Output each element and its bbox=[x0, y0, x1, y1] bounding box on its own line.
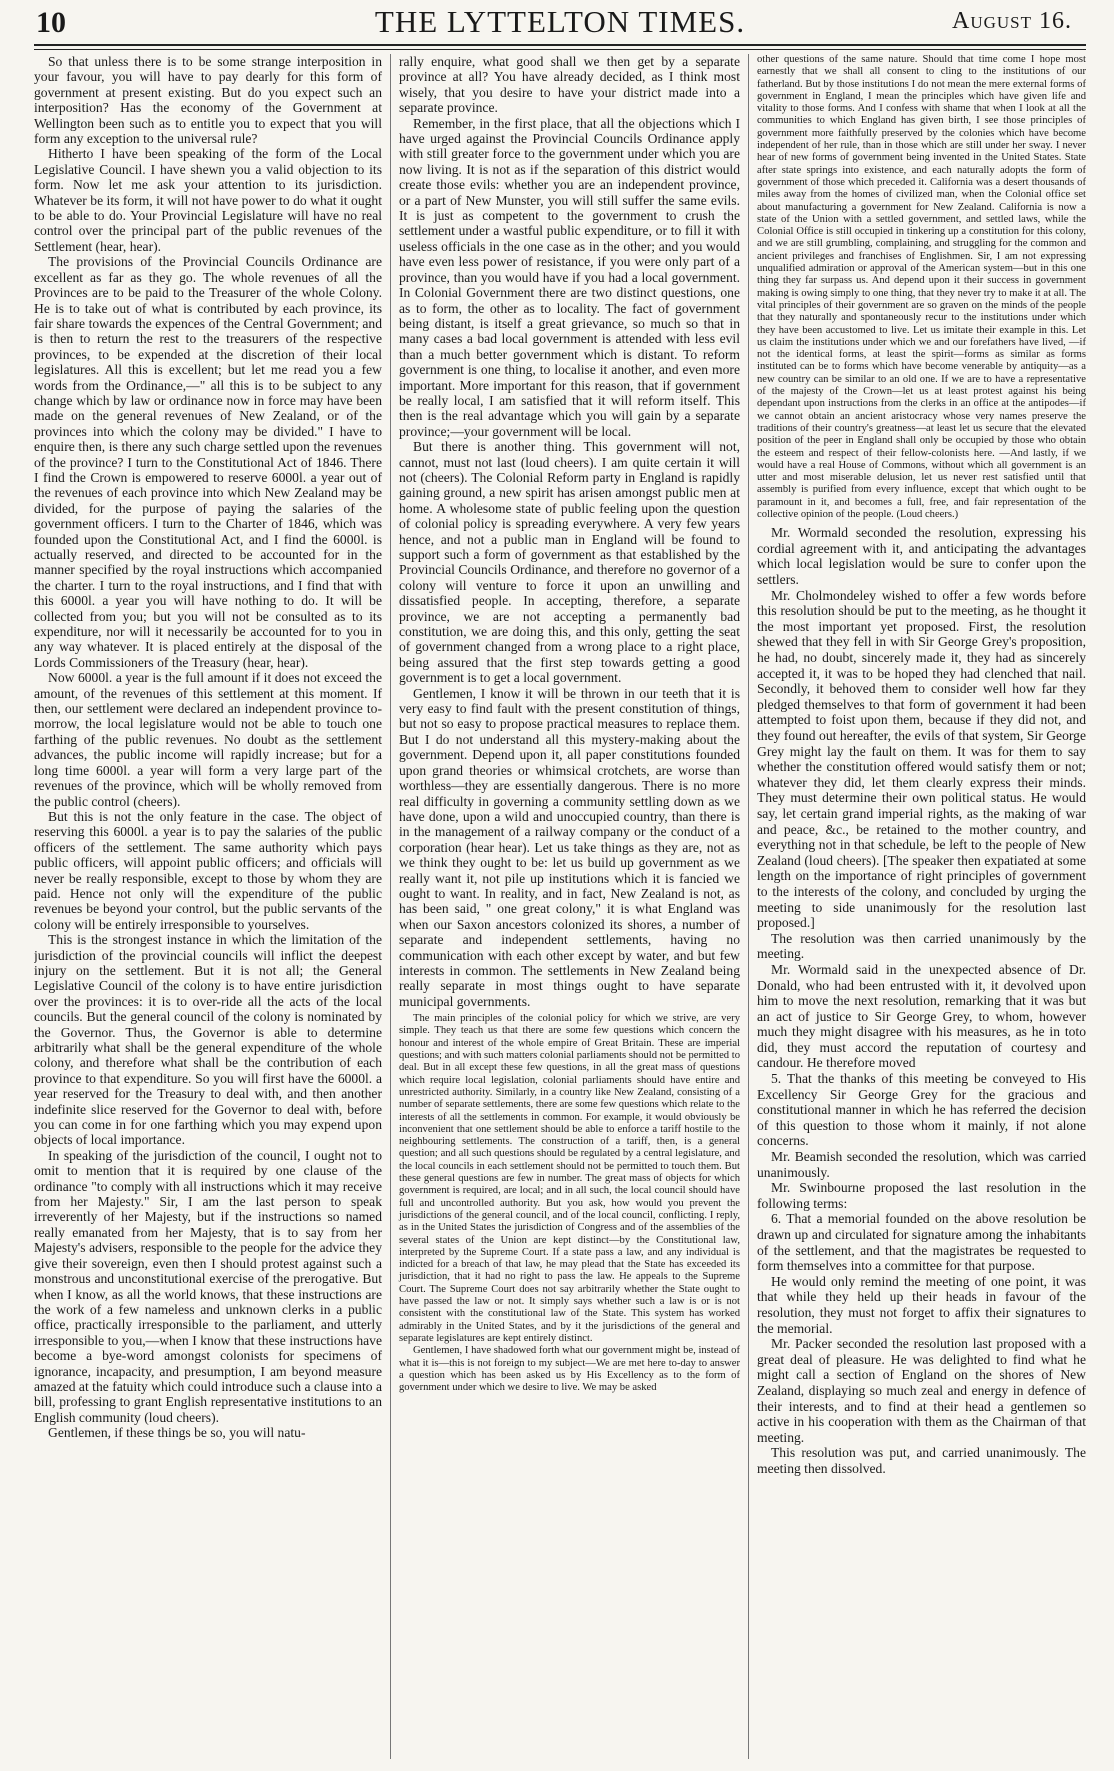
paragraph: He would only remind the meeting of one point, it was that while they held up their heads in favour of the resolution, they must not forget to affix their signatures to the memorial. bbox=[757, 1273, 1086, 1336]
paragraph: This resolution was put, and carried unanimously. The meeting then dissolved. bbox=[757, 1445, 1086, 1476]
issue-date: August 16. bbox=[951, 8, 1072, 34]
paragraph: rally enquire, what good shall we then get by a separate province at all? You have already decided, as I think most wisely, that you desire to have your district made into a separate province. bbox=[399, 54, 740, 116]
paragraph: The resolution was then carried unanimously by the meeting. bbox=[757, 930, 1086, 962]
paragraph: So that unless there is to be some strange interposition in your favour, you will have to pay dearly for this form of government at present existing. But do you expect such an interposition? Has the economy of the Government at Wellington been such as to entitle you to expect that you will form any exception to the universal rule? bbox=[34, 54, 382, 147]
article-columns bbox=[34, 54, 1086, 1759]
paragraph: Mr. Cholmondeley wished to offer a few words before this resolution should be put to the meeting, as he thought it the most important yet proposed. First, the resolution shewed that they fell in with Sir George Grey's proposition, he had, no doubt, sincerely made it, they had as sincerely accepted it, it was to be hoped they had clenched that nail. Secondly, it behoved them to consider well how far they pledged themselves to that form of government it had been attempted to foist upon them, because if they did not, and they found out hereafter, the evils of that system, Sir George Grey might lay the fault on them. It was for them to say whether the constitution offered would satisfy them or not; whatever they did, let them clearly express their minds. They must determine their own political status. He would say, let certain grand imperial rights, as the making of war and peace, &c., be retained to the mother country, and everything not in that schedule, be left to the people of New Zealand (loud cheers). [The speaker then expatiated at some length on the importance of right principles of government to the interests of the colony, and concluded by urging the meeting to side unanimously for the resolution last proposed.] bbox=[757, 587, 1086, 931]
paragraph: But this is not the only feature in the case. The object of reserving this 6000l. a year is to pay the salaries of the public officers of the settlement. The same authority which pays public officers, will appoint public officers; and officials will never be really responsible, except to those by whom they are paid. Hence not only will the expenditure of the public revenues be beyond your control, but the public servants of the colony will be entirely irresponsible to yourselves. bbox=[34, 808, 382, 932]
paragraph: But there is another thing. This government will not, cannot, must not last (loud cheers). I am quite certain it will not (cheers). The Colonial Reform party in England is rapidly gaining ground, a new spirit has arisen amongst public men at home. A wholesome state of public feeling upon the question of colonial policy is spreading everywhere. A very few years hence, and not a public man in England will be found to support such a form of government as that established by the Provincial Councils Ordinance, and therefore no governor of a colony will venture to force it upon an unwilling and dissatisfied people. In accepting, therefore, a separate province, we are not accepting a permanently bad constitution, we are doing this, and this only, getting the seat of government changed from a wrong place to a right place, being assured that the first step towards getting a good government is to get a local government. bbox=[399, 439, 740, 686]
small-print-paragraph: The main principles of the colonial policy for which we strive, are very simple. They teach us that there are some few questions which concern the honour and interest of the whole empire of Great Britain. These are imperial questions; and with such matters colonial parliaments should not be permitted to deal. But in all except these few questions, in all the great mass of questions which require local legislation, colonial parliaments should have entire and unrestricted authority. Similarly, in a country like New Zealand, consisting of a number of separate settlements, there are some few questions which relate to the interests of all the settlements in common. For example, it would obviously be inconvenient that one settlement should be able to enforce a tariff hostile to the neighbouring settlements. The construction of a tariff, then, is a general question; and all such questions should be regulated by a central legislature, and the local councils in each settlement should not be permitted to touch them. But these general questions are few in number. The great mass of objects for which government is required, are local; and in all such, the local council should have full and uncontrolled authority. But you ask, how would you prevent the jurisdictions of the general council, and of the local council, conflicting. I reply, as in the United States the jurisdiction of Congress and of the assemblies of the several states of the Union are kept distinct—by the Constitutional law, interpreted by the Supreme Court. If a state pass a law, and any individual is indicted for a breach of that law, he may plead that the State has exceeded its jurisdiction, that it had no right to pass the law. He appeals to the Supreme Court. The Supreme Court does not say arbitrarily whether the State ought to have passed the law or not. It simply says whether such a law is or is not consistent with the constitutional law of the State. This system has worked admirably in the United States, and by it the jurisdictions of the general and separate legislatures are kept entirely distinct. bbox=[399, 1013, 740, 1344]
paragraph: The provisions of the Provincial Councils Ordinance are excellent as far as they go. The whole revenues of all the Provinces are to be paid to the Treasurer of the whole Colony. He is to take out of what is contributed by each province, its fair share towards the expences of the Central Government; and is then to return the rest to the treasurers of the respective provinces, to be expended at the discretion of their local legislatures. All this is excellent; but let me read you a few words from the Ordinance,—" all this is to be subject to any change which by law or ordinance now in force may have been made on the general revenues of New Zealand, or of the provinces into which the colony may be divided." I have to enquire then, is there any such charge settled upon the revenues of the province? I turn to the Constitutional Act of 1846. There I find the Crown is empowered to reserve 6000l. a year out of the revenues of each province into which New Zealand may be divided, for the purpose of paying the salaries of the government officers. I turn to the Charter of 1846, which was founded upon the Constitutional Act, and I find the 6000l. is actually reserved, and directed to be accounted for in the manner specified by the royal instructions which accompanied the charter. I turn to the royal instructions, and I find that with this 6000l. a year you will have nothing to do. It will be collected from you; but you will not be consulted as to its expenditure, nor will it necessarily be accounted for to you in any way whatever. It is placed entirely at the disposal of the Lords Commissioners of the Treasury (hear, hear). bbox=[34, 254, 382, 670]
column-1 bbox=[34, 54, 390, 1759]
paragraph: Mr. Beamish seconded the resolution, which was carried unanimously. bbox=[757, 1149, 1086, 1180]
small-print-paragraph: Gentlemen, I have shadowed forth what our government might be, instead of what it is—this is not foreign to my subject—We are met here to-day to answer a question which has been asked us by His Excellency as to the form of government under which we desire to live. We may be asked bbox=[399, 1345, 740, 1394]
masthead-rule bbox=[34, 49, 1086, 50]
paragraph: Mr. Wormald said in the unexpected absence of Dr. Donald, who had been entrusted with it, it devolved upon him to move the next resolution, remarking that it was but an act of justice to Sir George Grey, to whom, however much they might disagree with his measures, as he in toto did, they must accord the reputation of courtesy and candour. He therefore moved bbox=[757, 961, 1086, 1071]
newspaper-title: THE LYTTELTON TIMES. bbox=[374, 4, 746, 39]
paragraph: Mr. Packer seconded the resolution last proposed with a great deal of pleasure. He was delighted to find what he might call a section of England on the shores of New Zealand, displaying so much zeal and energy in defence of their interests, and to find at their head a gentlemen so active in his cooperation with them as the Chairman of that meeting. bbox=[757, 1336, 1086, 1445]
resolution-text: 6. That a memorial founded on the above resolution be drawn up and circulated for signature among the inhabitants of the settlement, and that the magistrates be requested to form themselves into a committee for that purpose. bbox=[757, 1211, 1086, 1274]
paragraph: This is the strongest instance in which the limitation of the jurisdiction of the provincial councils will inflict the deepest injury on the settlement. But it is not all; the General Legislative Council of the colony is to have entire jurisdiction over the provinces: it is to over-ride all the acts of the local councils. But the general council of the colony is nominated by the Governor. Thus, the Governor is able to determine arbitrarily what shall be the general expenditure of the whole colony, and therefore what shall be the contribution of each province to that expenditure. So you will first have the 6000l. a year reserved for the Treasury to deal with, and then another indefinite slice reserved for the Governor to deal with, before you can come in for one farthing which you may expend upon objects of local importance. bbox=[34, 932, 382, 1148]
paragraph: Mr. Swinbourne proposed the last resolution in the following terms: bbox=[757, 1180, 1086, 1211]
paragraph: Now 6000l. a year is the full amount if it does not exceed the amount, of the revenues of this settlement at this moment. If then, our settlement were declared an independent province to-morrow, the local legislature would not be able to touch one farthing of the public revenues. No doubt as the settlement advances, the public income will rapidly increase; but for a long time 6000l. a year will form a very large part of the revenues of the province, which will be wholly removed from the public control (cheers). bbox=[34, 670, 382, 809]
paragraph: Mr. Wormald seconded the resolution, expressing his cordial agreement with it, and anticipating the advantages which local legislation would be sure to confer upon the settlers. bbox=[757, 525, 1086, 588]
paragraph: In speaking of the jurisdiction of the council, I ought not to omit to mention that it is required by one clause of the ordinance "to comply with all instructions which it may receive from her Majesty." Sir, I am the last person to speak irreverently of her Majesty, but if the instructions so named really emanated from her Majesty, that is to say from her Majesty's advisers, responsible to the people for the advice they give their sovereign, even then I should protest against such a monstrous and unconstitutional exercise of the prerogative. But when I know, as all the world knows, that these instructions are the work of a few nameless and unknown clerks in a public office, practically irresponsible to the parliament, and utterly irresponsible to you,—when I know that these instructions have become a bye-word amongst colonists for specimens of ignorance, incapacity, and presumption, I am beyond measure amazed at the fatuity which could introduce such a clause into a bill, professing to grant English representative institutions to an English community (loud cheers). bbox=[34, 1147, 382, 1425]
masthead bbox=[34, 0, 1086, 46]
paragraph: Hitherto I have been speaking of the form of the Local Legislative Council. I have shewn you a valid objection to its form. Now let me ask your attention to its jurisdiction. Whatever be its form, it will not have power to do what it ought to be able to do. Your Provincial Legislature will have no real control over the principal part of the public revenues of the Settlement (hear, hear). bbox=[34, 146, 382, 254]
paragraph: Remember, in the first place, that all the objections which I have urged against the Provincial Councils Ordinance apply with still greater force to the government under which you are now living. It is not as if the separation of this district would create those evils: whether you are an independent province, or a part of New Munster, you will still suffer the same evils. It is just as competent to the government to crush the settlement under a wastful public expenditure, or to fill it with useless officials in the one case as in the other; and you would have even less power of resistance, if you were only part of a province, than you would have if you had a local government. In Colonial Government there are two distinct questions, one as to form, the other as to locality. The fact of government being distant, is itself a great grievance, so much so that in many cases a bad local government is attended with less evil than a much better government which is distant. To reform government is one thing, to localise it another, and even more important. More important for this reason, that if government be really local, I am satisfied that it will reform itself. This then is the real advantage which you will gain by a separate province;—your government will be local. bbox=[399, 115, 740, 439]
column-2 bbox=[390, 54, 748, 1759]
resolution-text: 5. That the thanks of this meeting be conveyed to His Excellency Sir George Grey for the gracious and constitutional manner in which he has referred the decision of this question to those whom it mainly, if not alone concerns. bbox=[757, 1071, 1086, 1149]
small-print-paragraph: other questions of the same nature. Should that time come I hope most earnestly that we shall all consent to cling to the institutions of our fatherland. But by those institutions I do not mean the mere external forms of government in England, I mean the principles which have given life and vitality to those forms. And I confess with shame that when I look at all the communities to which England has given birth, I see those principles of government more faithfully preserved by the colonies which have become independent of her rule, than in those which are still under her sway. I never hear of new forms of government being invented in the United States. State after state springs into existence, and each naturally adopts the form of government of those which preceded it. California was a desert thousands of miles away from the homes of civilized man, when the Colonial office set about manufacturing a government for New Zealand. California is now a state of the Union with a settled government, and settled laws, while the Colonial Office is still occupied in tinkering up a constitution for this colony, and we are still grumbling, complaining, and struggling for the common and ancient privileges and franchises of Englishmen. Sir, I am not expressing unqualified admiration or approval of the American system—but in this one thing they far surpass us. And depend upon it their success in government making is owing simply to one thing, that they never try to make it at all. The vital principles of their government are so graven on the minds of the people that they naturally and spontaneously recur to the institutions under which they have been accustomed to live. Let us imitate their example in this. Let us claim the institutions under which we and our forefathers have lived, —if not the identical forms, at least the spirit—forms as similar as forms instituted can be to forms which have become venerable by antiquity—as a new country can be similar to an old one. If we are to have a representative of the majesty of the Crown—let us at least protest against his being dependant upon instructions from the clerks in an office at the antipodes—if we cannot obtain an ancient aristocracy whose very names preserve the traditions of their country's greatness—at least let us secure that the elevated position of the peer in England shall only be occupied by those who obtain the esteem and respect of their fellow-colonists here. —And lastly, if we would have a real House of Commons, without which all government is an utter and most miserable delusion, let us never rest satisfied until that assembly is purified from every influence, except that which ought to be paramount in it, and becomes a full, free, and fair representation of the collective opinion of the people. (Loud cheers.) bbox=[757, 54, 1086, 520]
column-3 bbox=[748, 54, 1086, 1759]
paragraph: Gentlemen, if these things be so, you will natu- bbox=[48, 1425, 306, 1441]
paragraph: Gentlemen, I know it will be thrown in our teeth that it is very easy to find fault with the present constitution of things, but not so easy to propose practical measures to replace them. But I do not understand all this mystery-making about the government. Depend upon it, all paper constitutions founded upon grand theories or whimsical crotchets, are worse than worthless—they are essentially dangerous. There is no more real difficulty in governing a community settling down as we have done, upon a wild and unoccupied country, than there is in the management of a railway company or the conduct of a corporation (hear hear). Let us take things as they are, not as we think they ought to be: let us build up government as we really want it, not pile up institutions which it is fancied we ought to want. In reality, and in fact, New Zealand is not, as has been said, " one great colony," it is what England was when our Saxon ancestors colonized its shores, a number of separate and independent settlements, having no communication with each other except by water, and but few interests in common. The settlements in New Zealand being really separate in most things ought to have separate municipal governments. bbox=[399, 685, 740, 1009]
page-number: 10 bbox=[36, 6, 66, 39]
